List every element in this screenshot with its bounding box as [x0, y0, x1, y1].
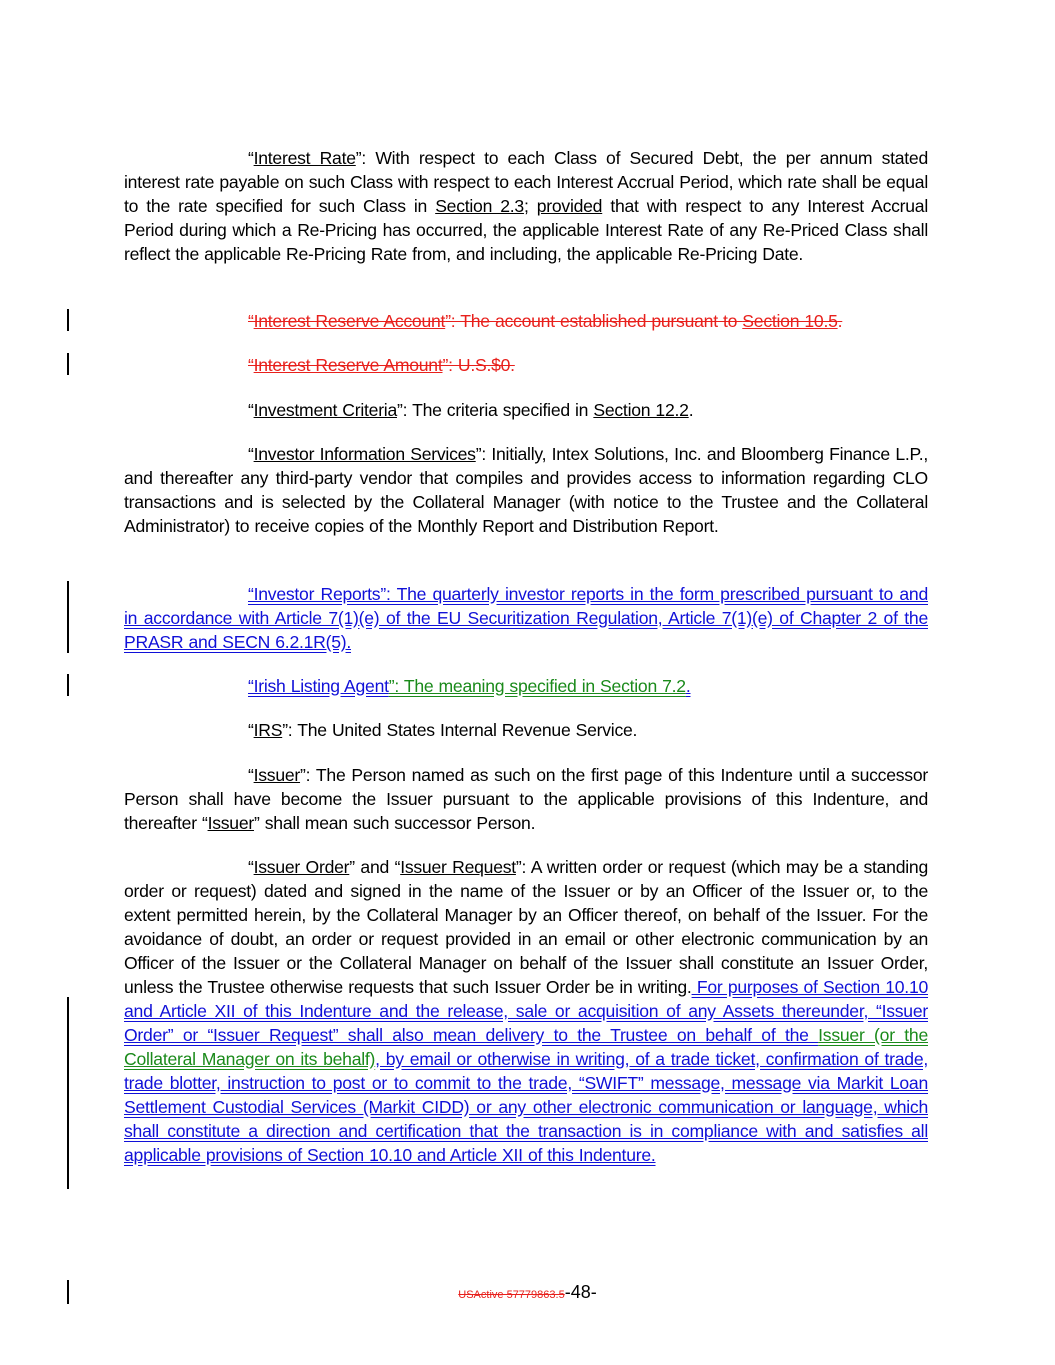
text: . — [837, 311, 843, 331]
text: . — [688, 400, 694, 420]
change-bar — [67, 309, 69, 331]
text: ” and “ — [349, 857, 401, 877]
defined-term: Issuer — [253, 765, 301, 785]
document-id: USActive 57779863.5 — [458, 1289, 565, 1301]
definition-irs — [124, 718, 928, 742]
page-number: -48- — [564, 1282, 597, 1302]
text: “ — [248, 720, 254, 740]
moved-text: Issuer (or the Collateral Manager on its behalf) — [124, 1025, 928, 1069]
definition-issuer — [124, 763, 928, 835]
change-bar — [67, 674, 69, 696]
definition-investment-criteria — [124, 398, 928, 422]
section-reference: Section 2.3 — [435, 196, 524, 216]
moved-text: ”: The meaning specified in Section 7.2 — [388, 676, 686, 696]
text: “ — [248, 311, 254, 331]
defined-term: Issuer Order — [253, 857, 350, 877]
text: ”: The criteria specified in — [397, 400, 594, 420]
defined-term: Interest Reserve Account — [253, 311, 446, 331]
text: “ — [248, 765, 254, 785]
section-reference: Section 12.2 — [593, 400, 689, 420]
section-reference: Section 10.5 — [742, 311, 838, 331]
change-bar — [67, 997, 69, 1189]
text: ”: U.S.$0. — [442, 355, 515, 375]
defined-term: IRS — [253, 720, 283, 740]
defined-term: Investment Criteria — [253, 400, 397, 420]
text: “ — [248, 857, 254, 877]
defined-term: Investor Information Services — [253, 444, 476, 464]
text: “ — [248, 355, 254, 375]
text: that with respect to any Interest Accrual Period during which a Re-Pricing has occurred, the applicable Interest Rate of any Re-Priced Class shall reflect the applicable Re-Pricing Rate from, and including, the applicable Re-Pricing Date. — [124, 196, 929, 264]
defined-term: Interest Reserve Amount — [253, 355, 443, 375]
definition-interest-rate — [124, 146, 928, 266]
page-footer — [0, 1280, 1055, 1307]
emphasis-term: provided — [536, 196, 603, 216]
text: ”: With respect to each Class of Secured Debt, the per annum stated interest rate payable on such Class with respect to each Interest Accrual Period, which rate shall be equal to the rate specified for such Class in — [124, 148, 929, 216]
text: ”: The Person named as such on the first page of this Indenture until a successor Person shall have become the Issuer pursuant to the applicable provisions of this Indenture, and thereafter “ — [124, 765, 928, 833]
text: ; — [523, 196, 537, 216]
definition-irish-listing-agent — [124, 674, 928, 698]
text: ”: The account established pursuant to — [445, 311, 743, 331]
inserted-text: For purposes of Section 10.10 and Article XII of this Indenture and the release, sale or acquisition of any Assets thereunder, “Issuer Order” or “Issuer Request” shall also mean delivery to the Trustee on behalf of the — [124, 977, 929, 1045]
definition-interest-reserve-amount-deleted — [124, 353, 928, 377]
text: ”: The United States Internal Revenue Service. — [282, 720, 638, 740]
defined-term: Interest Rate — [253, 148, 356, 168]
defined-term: Issuer — [207, 813, 254, 833]
inserted-text: . — [685, 676, 691, 696]
text: “ — [248, 148, 254, 168]
text: ”: Initially, Intex Solutions, Inc. and Bloomberg Finance L.P., and thereafter any third-party vendor that compiles and provides access to information regarding CLO transactions and is selected by the Collateral Manager (with notice to the Trustee and the Collateral Administrator) to receive copies of the Monthly Report and Distribution Report. — [124, 444, 928, 536]
inserted-text: , by email or otherwise in writing, of a trade ticket, confirmation of trade, trade blotter, instruction to post or to commit to the trade, “SWIFT” message, message via Markit Loan Settlement Custodial Services (Markit CIDD) or any other electronic communication or language, which shall constitute a direction and certification that the transaction is in compliance with and satisfies all applicable provisions of Section 10.10 and Article XII of this Indenture. — [124, 1049, 928, 1165]
text: “ — [248, 444, 254, 464]
text: ”: A written order or request (which may be a standing order or request) dated and signed in the name of the Issuer or by an Officer of the Issuer or, to the extent permitted herein, by the Collateral Manager by an Officer thereof, on behalf of the Issuer. For the avoidance of doubt, an order or request provided in an email or other electronic communication by an Officer of the Issuer or the Collateral Manager on behalf of the Issuer shall constitute an Issuer Order, unless the Trustee otherwise requests that such Issuer Order be in writing. — [124, 857, 928, 997]
change-bar — [67, 581, 69, 653]
defined-term: Issuer Request — [400, 857, 516, 877]
text: ” shall mean such successor Person. — [253, 813, 536, 833]
definition-investor-reports-inserted — [124, 582, 928, 654]
definition-interest-reserve-account-deleted — [124, 309, 928, 333]
inserted-text: “Investor Reports”: The quarterly investor reports in the form prescribed pursuant to and in accordance with Article 7(1)(e) of the EU Securitization Regulation, Article 7(1)(e) of Chapter 2 of the PRASR and SECN 6.2.1R(5). — [124, 584, 928, 652]
definition-issuer-order — [124, 855, 928, 1167]
text: “ — [248, 400, 254, 420]
definition-investor-information-services — [124, 442, 928, 538]
change-bar — [67, 353, 69, 375]
inserted-text: “Irish Listing Agent — [248, 676, 389, 696]
